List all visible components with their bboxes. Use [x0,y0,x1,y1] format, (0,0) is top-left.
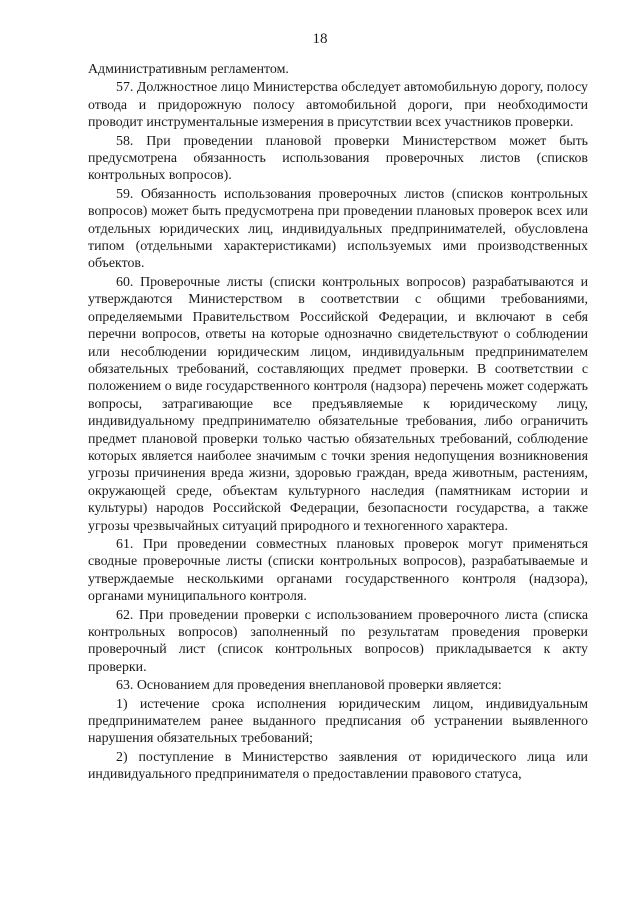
paragraph-61: 61. При проведении совместных плановых проверок могут применяться сводные проверочные листы (списки контрольных вопросов), разрабатываемые и утверждаемые несколькими органами государственного контроля (надзора), органами муниципального контроля. [88,536,588,605]
list-item-1: 1) истечение срока исполнения юридическим лицом, индивидуальным предпринимателем ранее выданного предписания об устранении выявленного нарушения обязательных требований; [88,696,588,747]
document-body [88,61,588,785]
paragraph-continuation: Административным регламентом. [88,62,289,77]
list-item-2: 2) поступление в Министерство заявления от юридического лица или индивидуального предпринимателя о предоставлении правового статуса, [88,749,588,783]
paragraph-58: 58. При проведении плановой проверки Министерством может быть предусмотрена обязанность использования проверочных листов (списков контрольных вопросов). [88,133,588,184]
paragraph-59: 59. Обязанность использования проверочных листов (списков контрольных вопросов) может быть предусмотрена при проведении плановых проверок всех или отдельных юридических лиц, индивидуальных предпринимателей, обусловлена типом (отдельными характеристиками) используемых ими производственных объектов. [88,186,588,272]
paragraph-60: 60. Проверочные листы (списки контрольных вопросов) разрабатываются и утверждаются Министерством в соответствии с общими требованиями, определяемыми Правительством Российской Федерации, и включают в себя перечни вопросов, ответы на которые однозначно свидетельствуют о соблюдении или несоблюдении юридическим лицом, индивидуальным предпринимателем обязательных требований, составляющих предмет проверки. В соответствии с положением о виде государственного контроля (надзора) перечень может содержать вопросы, затрагивающие все предъявляемые к юридическому лицу, индивидуальному предпринимателю обязательные требования, либо ограничить предмет плановой проверки только частью обязательных требований, соблюдение которых является наиболее значимым с точки зрения недопущения возникновения угрозы причинения вреда жизни, здоровью граждан, вреда животным, растениям, окружающей среде, объектам культурного наследия (памятникам истории и культуры) народов Российской Федерации, безопасности государства, а также угрозы чрезвычайных ситуаций природного и техногенного характера. [88,274,588,534]
paragraph-62: 62. При проведении проверки с использованием проверочного листа (списка контрольных вопросов) заполненный по результатам проведения проверки проверочный лист (список контрольных вопросов) прикладывается к акту проверки. [88,607,588,675]
paragraph-57: 57. Должностное лицо Министерства обследует автомобильную дорогу, полосу отвода и придорожную полосу автомобильной дороги, при необходимости проводит инструментальные измерения в присутствии всех участников проверки. [88,80,588,131]
paragraph-63: 63. Основанием для проведения внеплановой проверки является: [116,678,502,694]
page-number: 18 [312,31,328,47]
